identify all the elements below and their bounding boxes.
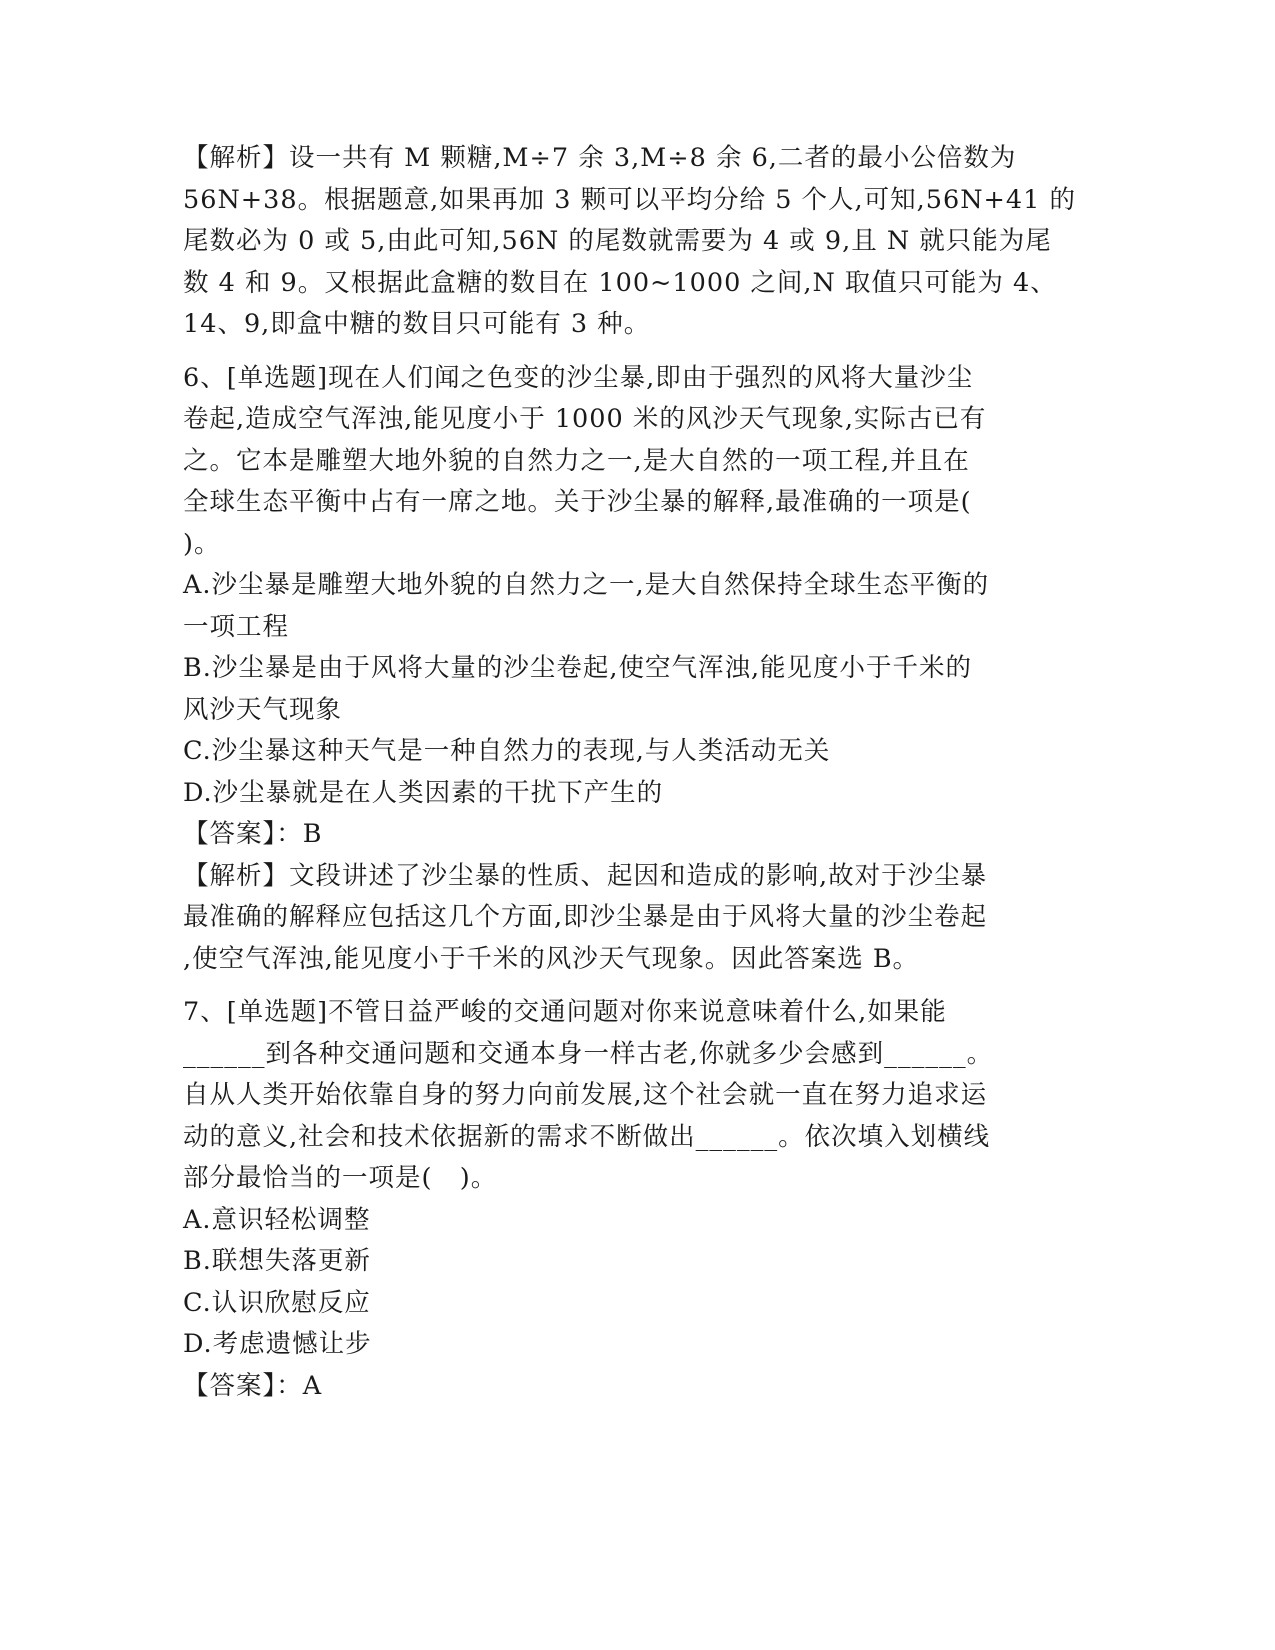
question-7: [183, 992, 1043, 1407]
option-b-cont: 风沙天气现象: [183, 694, 343, 725]
option-c: C.沙尘暴这种天气是一种自然力的表现,与人类活动无关: [183, 736, 831, 766]
analysis-line: 【解析】文段讲述了沙尘暴的性质、起因和造成的影响,故对于沙尘暴: [183, 860, 988, 891]
option-b: B.联想失落更新: [183, 1246, 371, 1276]
section-gap: [183, 980, 1043, 992]
question-stem-line: 卷起,造成空气浑浊,能见度小于 1000 米的风沙天气现象,实际古已有: [183, 404, 987, 434]
question-stem-line: )。: [183, 528, 221, 559]
analysis-line: 数 4 和 9。又根据此盒糖的数目在 100~1000 之间,N 取值只可能为 4、: [183, 267, 1057, 298]
option-a: A.沙尘暴是雕塑大地外貌的自然力之一,是大自然保持全球生态平衡的: [183, 570, 990, 600]
question-stem-line: 全球生态平衡中占有一席之地。关于沙尘暴的解释,最准确的一项是(: [183, 487, 972, 517]
question-6: [183, 358, 1043, 981]
analysis-line: 尾数必为 0 或 5,由此可知,56N 的尾数就需要为 4 或 9,且 N 就只能为尾: [183, 226, 1052, 256]
question-stem-line: ______到各种交通问题和交通本身一样古老,你就多少会感到______。: [183, 1038, 994, 1069]
analysis-line: 最准确的解释应包括这几个方面,即沙尘暴是由于风将大量的沙尘卷起: [183, 902, 988, 932]
question-stem-line: 部分最恰当的一项是( )。: [183, 1163, 498, 1193]
option-a-cont: 一项工程: [183, 611, 290, 642]
q5-analysis: [183, 138, 1076, 346]
question-stem-line: 6、[单选题]现在人们闻之色变的沙尘暴,即由于强烈的风将大量沙尘: [183, 362, 974, 393]
question-stem-line: 之。它本是雕塑大地外貌的自然力之一,是大自然的一项工程,并且在: [183, 445, 970, 476]
document-page: [183, 138, 1076, 1407]
option-d: D.考虑遗憾让步: [183, 1329, 372, 1359]
answer-label: 【答案】：B: [183, 819, 323, 849]
analysis-line: 【解析】设一共有 M 颗糖,M÷7 余 3,M÷8 余 6,二者的最小公倍数为: [183, 143, 1017, 173]
option-d: D.沙尘暴就是在人类因素的干扰下产生的: [183, 777, 664, 808]
analysis-line: 56N+38。根据题意,如果再加 3 颗可以平均分给 5 个人,可知,56N+41 的: [183, 184, 1076, 215]
analysis-line: ,使空气浑浊,能见度小于千米的风沙天气现象。因此答案选 B。: [183, 943, 920, 974]
question-stem-line: 7、[单选题]不管日益严峻的交通问题对你来说意味着什么,如果能: [183, 997, 947, 1027]
option-b: B.沙尘暴是由于风将大量的沙尘卷起,使空气浑浊,能见度小于千米的: [183, 653, 973, 683]
option-a: A.意识轻松调整: [183, 1204, 371, 1235]
option-c: C.认识欣慰反应: [183, 1287, 371, 1318]
question-stem-line: 自从人类开始依靠自身的努力向前发展,这个社会就一直在努力追求运: [183, 1080, 988, 1110]
question-stem-line: 动的意义,社会和技术依据新的需求不断做出______。依次填入划横线: [183, 1121, 991, 1152]
analysis-line: 14、9,即盒中糖的数目只可能有 3 种。: [183, 309, 651, 339]
section-gap: [183, 346, 1043, 358]
answer-label: 【答案】：A: [183, 1370, 323, 1401]
